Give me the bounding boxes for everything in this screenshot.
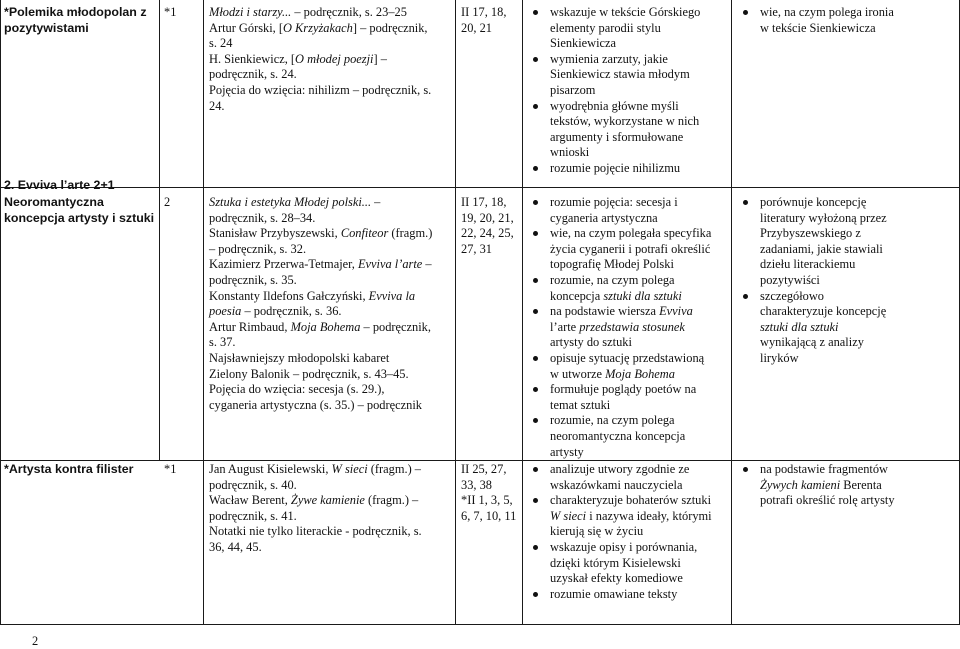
requirement-item <box>530 226 711 273</box>
row-2-topic-line: koncepcja artysty i sztuki <box>4 210 155 225</box>
requirement-line: wskazuje opisy i porównania, <box>550 539 698 554</box>
requirement-line: topografię Młodej Polski <box>550 257 674 272</box>
source-text-line: 24. <box>209 98 225 113</box>
row-divider-2 <box>0 460 960 461</box>
requirement-line: na podstawie fragmentów <box>760 462 888 476</box>
requirement-line: rozumie pojęcie nihilizmu <box>550 160 681 175</box>
table-col-divider-5 <box>731 0 732 625</box>
table-border-left <box>0 0 1 625</box>
row-3-basic-requirements <box>530 462 712 602</box>
lesson-ref-line: *II 1, 3, 5, <box>461 493 513 508</box>
row-2-heading: 2. Evviva l’arte 2+1 <box>4 178 115 192</box>
requirement-item <box>530 413 711 460</box>
row-3-lessons <box>461 462 516 524</box>
requirement-item <box>530 52 700 99</box>
table-col-divider-3 <box>455 0 456 625</box>
lesson-ref-line: II 17, 18, <box>461 195 507 209</box>
requirement-item <box>740 289 887 367</box>
requirement-line: w tekście Sienkiewicza <box>760 20 876 35</box>
table-col-divider-1 <box>159 0 160 460</box>
basic-requirements-list <box>530 462 712 602</box>
requirement-line: rozumie, na czym polega <box>550 272 675 287</box>
requirement-line: artysty <box>550 444 584 459</box>
row-1-basic-requirements <box>530 5 700 177</box>
requirement-line: wyodrębnia główne myśli <box>550 98 679 113</box>
row-3-texts <box>209 462 422 556</box>
row-2-basic-requirements <box>530 195 711 460</box>
source-text-line: Sztuka i estetyka Młodej polski... – <box>209 195 381 209</box>
requirement-line: potrafi określić rolę artysty <box>760 493 895 508</box>
source-text-line: Wacław Berent, Żywe kamienie (fragm.) – <box>209 493 419 508</box>
page-number: 2 <box>32 634 39 648</box>
lesson-ref-line: 27, 31 <box>461 241 492 256</box>
source-text-line: H. Sienkiewicz, [O młodej poezji] – <box>209 51 387 66</box>
lesson-ref-line: 22, 24, 25, <box>461 226 514 241</box>
table-border-bottom <box>0 624 960 625</box>
requirement-line: życia cyganerii i potrafi określić <box>550 241 711 256</box>
requirement-line: wie, na czym polegała specyfika <box>550 226 712 241</box>
lesson-ref-line: 20, 21 <box>461 20 492 35</box>
requirement-line: wynikającą z analizy <box>760 335 864 350</box>
source-text-line: podręcznik, s. 41. <box>209 508 297 523</box>
source-text-line: Jan August Kisielewski, W sieci (fragm.) – <box>209 462 421 476</box>
source-text-line: Młodzi i starzy... – podręcznik, s. 23–25 <box>209 5 407 19</box>
requirement-line: analizuje utwory zgodnie ze <box>550 462 690 476</box>
source-text-line: poesia – podręcznik, s. 36. <box>209 304 342 319</box>
requirement-line: rozumie pojęcia: secesja i <box>550 195 678 209</box>
row-1-extended-requirements <box>740 5 894 36</box>
row-2-topic <box>4 195 156 226</box>
requirement-line: temat sztuki <box>550 397 611 412</box>
requirement-line: pozytywiści <box>760 272 820 287</box>
source-text-line: Zielony Balonik – podręcznik, s. 43–45. <box>209 366 409 381</box>
source-text-line: Artur Górski, [O Krzyżakach] – podręcznik, <box>209 20 428 35</box>
source-text-line: podręcznik, s. 40. <box>209 477 297 492</box>
source-text-line: Kazimierz Przerwa-Tetmajer, Evviva l’arte – <box>209 257 432 272</box>
requirement-line: tekstów, wykorzystane w nich <box>550 114 700 129</box>
requirement-item <box>530 273 711 304</box>
requirement-line: cyganeria artystyczna <box>550 210 658 225</box>
requirement-line: pisarzom <box>550 82 596 97</box>
row-2-lessons <box>461 195 514 257</box>
requirement-item <box>530 99 700 161</box>
requirement-line: dziełu literackiemu <box>760 257 856 272</box>
requirement-item <box>740 195 887 289</box>
row-3-hours: *1 <box>164 462 177 476</box>
requirement-line: neoromantyczna koncepcja <box>550 428 686 443</box>
requirement-item <box>740 462 895 509</box>
requirement-line: wie, na czym polega ironia <box>760 5 894 19</box>
requirement-line: porównuje koncepcję <box>760 195 867 209</box>
source-text-line: podręcznik, s. 28–34. <box>209 210 316 225</box>
requirement-line: dzięki którym Kisielewski <box>550 555 681 570</box>
requirement-line: szczegółowo <box>760 288 824 303</box>
row-2-extended-requirements <box>740 195 887 367</box>
row-1-hours: *1 <box>164 5 177 19</box>
requirement-line: wskazówkami nauczyciela <box>550 477 683 492</box>
table-col-divider-4 <box>522 0 523 625</box>
row-1-topic-line: *Polemika młodopolan z <box>4 5 147 19</box>
requirement-item <box>530 5 700 52</box>
row-1-lessons <box>461 5 506 36</box>
row-3-topic <box>4 462 164 478</box>
requirement-item <box>740 5 894 36</box>
row-2-texts <box>209 195 432 413</box>
requirement-item <box>530 195 711 226</box>
source-text-line: Najsławniejszy młodopolski kabaret <box>209 350 390 365</box>
requirement-line: Sienkiewicz stawia młodym <box>550 67 690 82</box>
requirement-line: literatury wyłożoną przez <box>760 210 887 225</box>
requirement-line: charakteryzuje bohaterów sztuki <box>550 493 712 508</box>
row-3-extended-requirements <box>740 462 895 509</box>
row-2-hours: 2 <box>164 195 171 209</box>
requirement-line: wskazuje w tekście Górskiego <box>550 5 701 19</box>
requirement-line: kierują się w życiu <box>550 524 644 539</box>
lesson-ref-line: 6, 7, 10, 11 <box>461 508 517 523</box>
source-text-line: s. 37. <box>209 335 236 350</box>
table-col-divider-2 <box>203 0 204 625</box>
requirement-line: artysty do sztuki <box>550 335 632 350</box>
extended-requirements-list <box>740 195 887 367</box>
source-text-line: Pojęcia do wzięcia: secesja (s. 29.), <box>209 382 385 397</box>
source-text-line: – podręcznik, s. 32. <box>209 241 307 256</box>
source-text-line: Pojęcia do wzięcia: nihilizm – podręcznik, s. <box>209 82 432 97</box>
row-2-topic-line: Neoromantyczna <box>4 195 104 209</box>
source-text-line: Konstanty Ildefons Gałczyński, Evviva la <box>209 288 416 303</box>
requirement-line: elementy parodii stylu <box>550 20 661 35</box>
source-text-line: podręcznik, s. 35. <box>209 272 297 287</box>
requirement-line: charakteryzuje koncepcję <box>760 304 887 319</box>
row-1-topic <box>4 5 156 36</box>
lesson-ref-line: II 17, 18, <box>461 5 507 19</box>
requirement-item <box>530 493 712 540</box>
requirement-line: uzyskał efekty komediowe <box>550 571 683 586</box>
requirement-line: Sienkiewicza <box>550 36 617 51</box>
requirement-item <box>530 304 711 351</box>
requirement-line: W sieci i nazywa ideały, którymi <box>550 508 712 523</box>
requirement-line: w utworze Moja Bohema <box>550 366 675 381</box>
basic-requirements-list <box>530 5 700 177</box>
requirement-line: koncepcja sztuki dla sztuki <box>550 288 682 303</box>
requirement-line: argumenty i sformułowane <box>550 129 684 144</box>
requirement-item <box>530 462 712 493</box>
lesson-ref-line: 33, 38 <box>461 477 492 492</box>
requirement-line: liryków <box>760 350 799 365</box>
row-1-texts <box>209 5 431 114</box>
requirement-line: Żywych kamieni Berenta <box>760 477 882 492</box>
requirement-line: opisuje sytuację przedstawioną <box>550 350 705 365</box>
requirement-line: na podstawie wiersza Evviva <box>550 304 693 319</box>
requirement-line: rozumie omawiane teksty <box>550 586 678 601</box>
extended-requirements-list <box>740 462 895 509</box>
source-text-line: Artur Rimbaud, Moja Bohema – podręcznik, <box>209 319 431 334</box>
row-1-topic-line: pozytywistami <box>4 20 89 35</box>
requirement-line: rozumie, na czym polega <box>550 413 675 428</box>
requirement-item <box>530 351 711 382</box>
requirement-line: sztuki dla sztuki <box>760 319 839 334</box>
requirement-item <box>530 161 700 177</box>
source-text-line: s. 24 <box>209 36 233 51</box>
extended-requirements-list <box>740 5 894 36</box>
requirement-line: wnioski <box>550 145 590 160</box>
source-text-line: Stanisław Przybyszewski, Confiteor (fragm.) <box>209 226 433 241</box>
source-text-line: cyganeria artystyczna (s. 35.) – podręcznik <box>209 397 422 412</box>
basic-requirements-list <box>530 195 711 460</box>
requirement-line: formułuje poglądy poetów na <box>550 382 697 397</box>
row-3-topic-line: *Artysta kontra filister <box>4 462 134 476</box>
requirement-item <box>530 382 711 413</box>
requirement-line: l’arte przedstawia stosunek <box>550 319 685 334</box>
requirement-line: Przybyszewskiego z <box>760 226 861 241</box>
source-text-line: podręcznik, s. 24. <box>209 67 297 82</box>
requirement-item <box>530 540 712 587</box>
requirement-item <box>530 587 712 603</box>
source-text-line: 36, 44, 45. <box>209 539 262 554</box>
source-text-line: Notatki nie tylko literackie - podręcznik, s. <box>209 524 422 539</box>
lesson-ref-line: 19, 20, 21, <box>461 210 514 225</box>
requirement-line: zadaniami, jakie stawiali <box>760 241 883 256</box>
requirement-line: wymienia zarzuty, jakie <box>550 51 668 66</box>
lesson-ref-line: II 25, 27, <box>461 462 507 476</box>
